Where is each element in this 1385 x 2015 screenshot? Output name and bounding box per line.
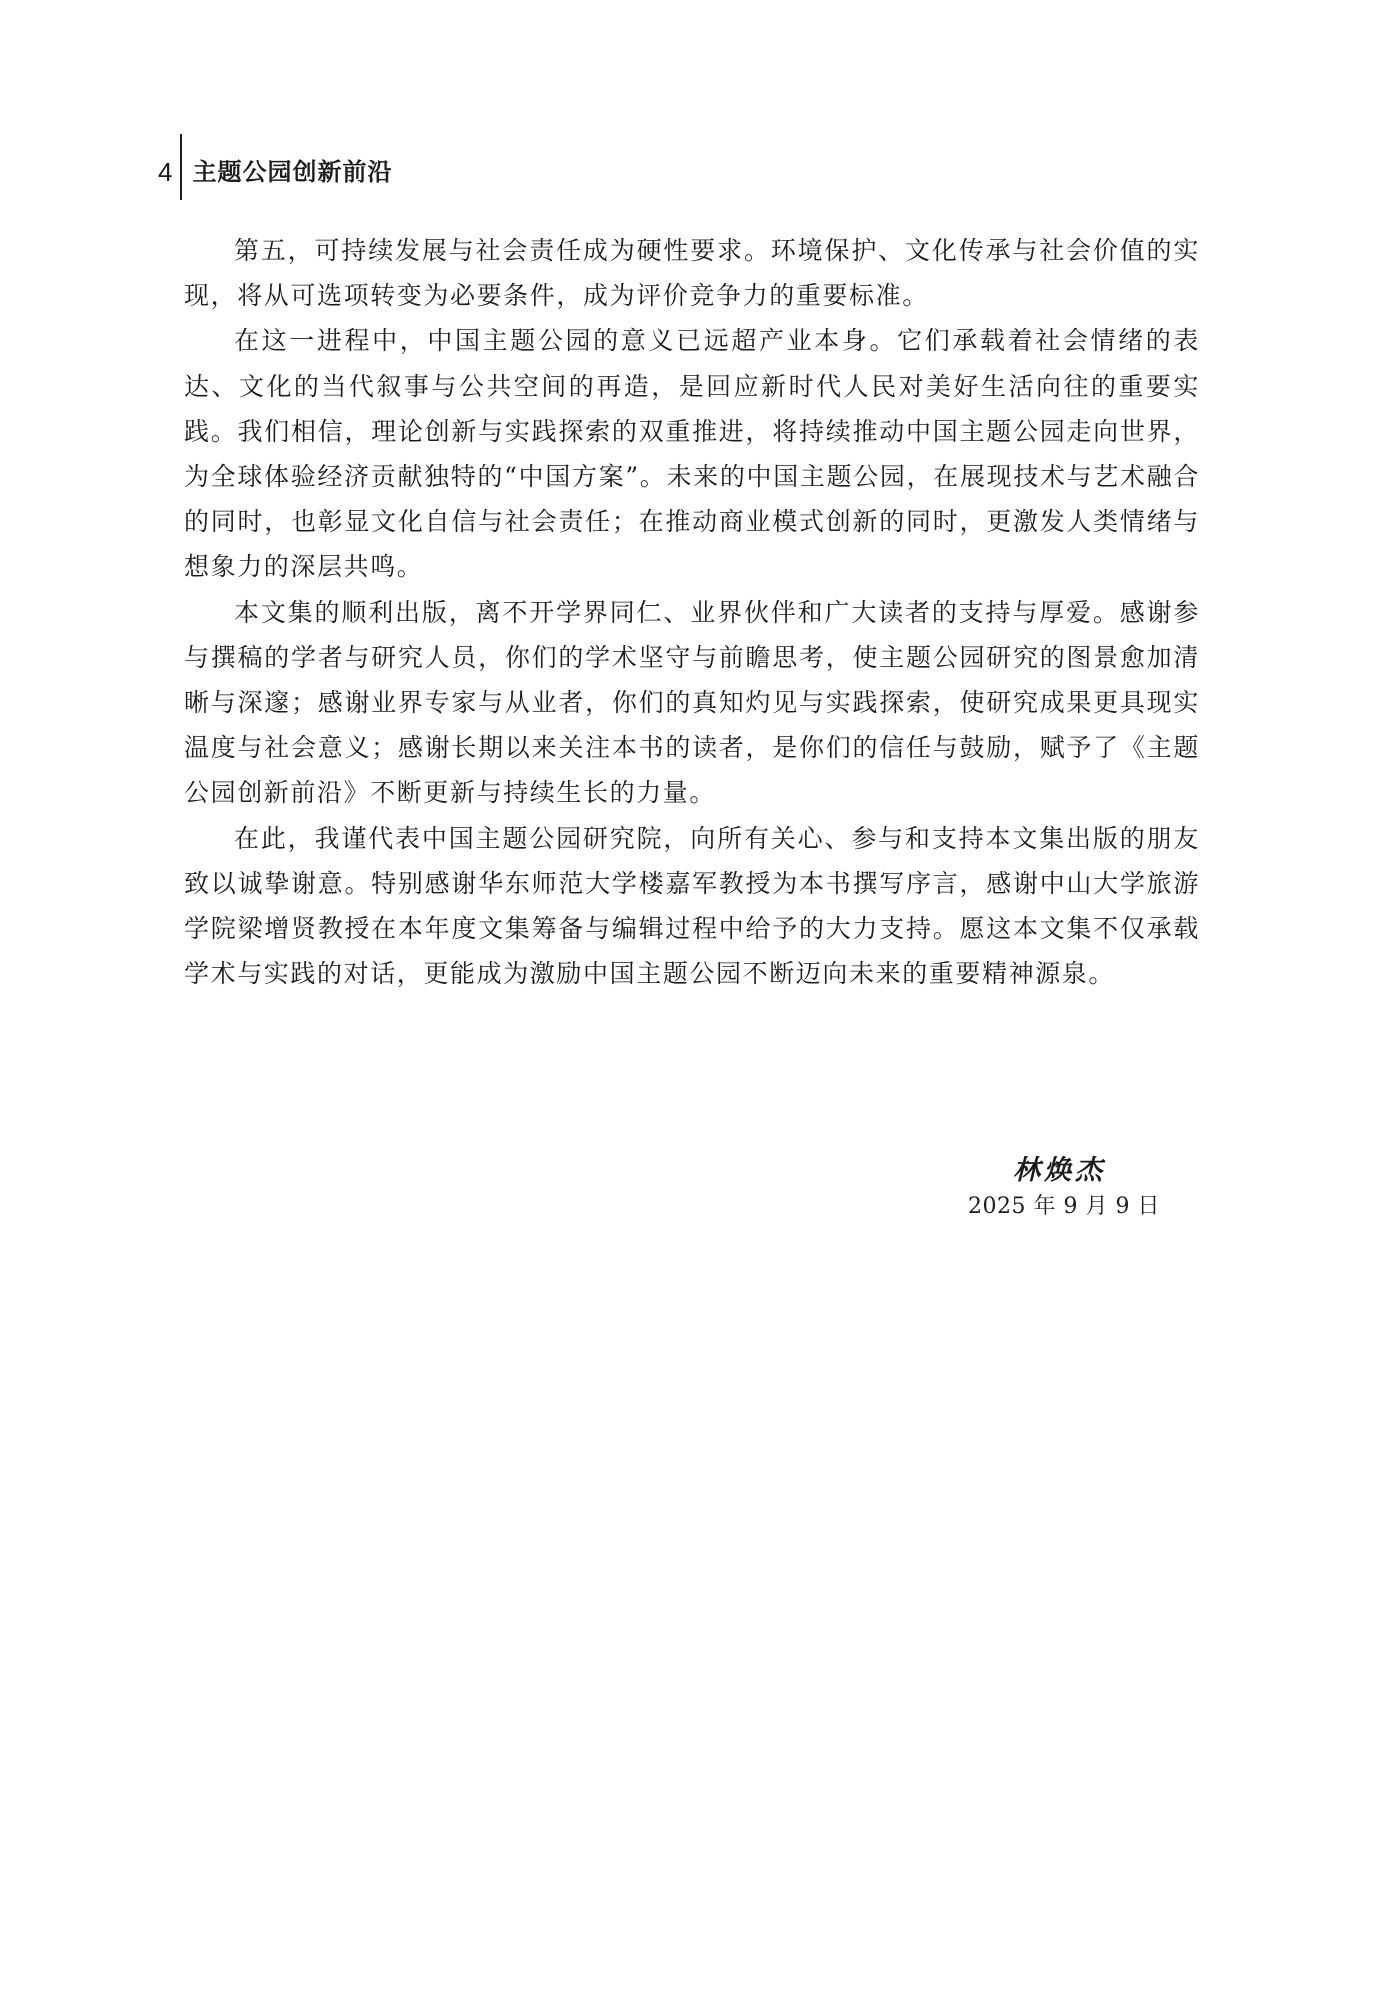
body-text	[184, 228, 1200, 996]
page-number: 4	[158, 157, 173, 187]
paragraph-1: 第五，可持续发展与社会责任成为硬性要求。环境保护、文化传承与社会价值的实现，将从可选项转变为必要条件，成为评价竞争力的重要标准。	[184, 236, 1200, 311]
paragraph-4: 在此，我谨代表中国主题公园研究院，向所有关心、参与和支持本文集出版的朋友致以诚挚谢意。特别感谢华东师范大学楼嘉军教授为本书撰写序言，感谢中山大学旅游学院梁增贤教授在本年度文集筹备与编辑过程中给予的大力支持。愿这本文集不仅承载学术与实践的对话，更能成为激励中国主题公园不断迈向未来的重要精神源泉。	[184, 823, 1200, 989]
signature-name: 林焕杰	[1013, 1155, 1106, 1186]
running-header	[158, 134, 392, 200]
paragraph-3: 本文集的顺利出版，离不开学界同仁、业界伙伴和广大读者的支持与厚爱。感谢参与撰稿的学者与研究人员，你们的学术坚守与前瞻思考，使主题公园研究的图景愈加清晰与深邃；感谢业界专家与从业者，你们的真知灼见与实践探索，使研究成果更具现实温度与社会意义；感谢长期以来关注本书的读者，是你们的信任与鼓励，赋予了《主题公园创新前沿》不断更新与持续生长的力量。	[184, 597, 1200, 808]
paragraph-2: 在这一进程中，中国主题公园的意义已远超产业本身。它们承载着社会情绪的表达、文化的当代叙事与公共空间的再造，是回应新时代人民对美好生活向往的重要实践。我们相信，理论创新与实践探索的双重推进，将持续推动中国主题公园走向世界，为全球体验经济贡献独特的“中国方案”。未来的中国主题公园，在展现技术与艺术融合的同时，也彰显文化自信与社会责任；在推动商业模式创新的同时，更激发人类情绪与想象力的深层共鸣。	[184, 326, 1200, 582]
signature-date: 2025 年 9 月 9 日	[968, 1194, 1160, 1219]
signature-block	[930, 1152, 1160, 1224]
book-title: 主题公园创新前沿	[192, 158, 393, 186]
